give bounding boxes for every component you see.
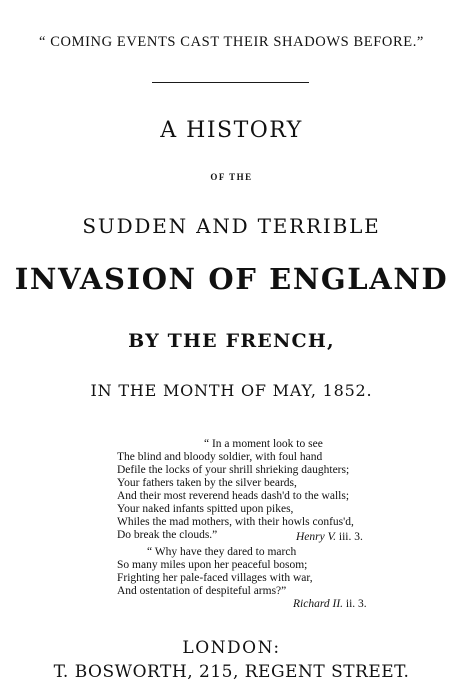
imprint-publisher: T. BOSWORTH, 215, REGENT STREET. (53, 662, 410, 682)
imprint-city: LONDON: (182, 638, 281, 658)
quote-line: And their most reverend heads dash'd to the walls; (117, 490, 350, 502)
citation-ref: ii. 3. (343, 598, 367, 610)
citation-play: Henry V. (296, 531, 337, 543)
citation-richard-ii (293, 598, 367, 610)
title-line-by-the-french: BY THE FRENCH, (128, 330, 335, 352)
quote-line: Do break the clouds.” (117, 529, 218, 541)
quote-line: “ Why have they dared to march (147, 546, 297, 558)
citation-ref: iii. 3. (336, 531, 363, 543)
epigraph: “ COMING EVENTS CAST THEIR SHADOWS BEFORE.” (39, 34, 424, 50)
citation-henry-v (296, 531, 363, 543)
quote-line: So many miles upon her peaceful bosom; (117, 559, 308, 571)
title-line-a-history: A HISTORY (160, 118, 303, 143)
quote-line: Whiles the mad mothers, with their howls confus'd, (117, 516, 354, 528)
quote-henry-v (117, 438, 354, 542)
quote-line: Frighting her pale-faced villages with war, (117, 572, 313, 584)
quote-line: The blind and bloody soldier, with foul hand (117, 451, 323, 463)
title-line-of-the: OF THE (210, 172, 253, 182)
quote-line: Your fathers taken by the silver beards, (117, 477, 297, 489)
horizontal-rule (152, 82, 309, 83)
title-line-month-of-may: IN THE MONTH OF MAY, 1852. (90, 381, 373, 400)
citation-play: Richard II. (293, 598, 344, 610)
title-line-sudden-and-terrible: SUDDEN AND TERRIBLE (82, 214, 381, 238)
quote-richard-ii (117, 546, 313, 598)
quote-line: “ In a moment look to see (204, 438, 323, 450)
quote-line: And ostentation of despiteful arms?” (117, 585, 287, 597)
quote-line: Defile the locks of your shrill shrieking daughters; (117, 464, 350, 476)
title-line-invasion-of-england: INVASION OF ENGLAND (14, 262, 449, 296)
quote-line: Your naked infants spitted upon pikes, (117, 503, 294, 515)
